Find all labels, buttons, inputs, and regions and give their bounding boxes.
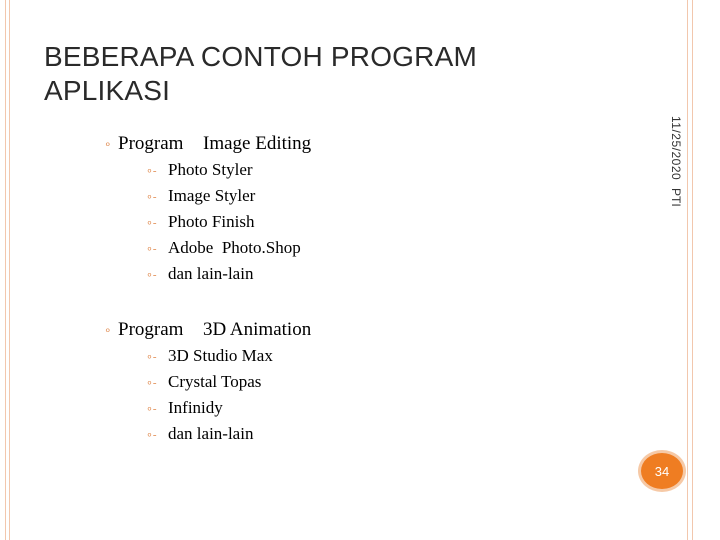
list-item (146, 209, 311, 235)
bullet-icon: ∘- (146, 190, 157, 203)
section-topic: 3D Animation (203, 319, 312, 340)
bullet-icon: ∘- (146, 350, 157, 363)
item-list (146, 343, 311, 447)
left-border-line (5, 0, 6, 540)
section-label: Program (118, 133, 184, 154)
bullet-icon: ∘- (146, 164, 157, 177)
bullet-icon: ∘- (146, 428, 157, 441)
left-border-line-inner (9, 0, 10, 540)
bullet-icon: ∘- (146, 268, 157, 281)
list-item (146, 157, 311, 183)
item-label: Adobe Photo.Shop (168, 238, 301, 257)
slide-title-line2: APLIKASI (44, 75, 171, 106)
item-label: Photo Styler (168, 160, 253, 179)
list-item (146, 235, 311, 261)
slide-title-line1: BEBERAPA CONTOH PROGRAM (44, 41, 477, 72)
list-item (146, 183, 311, 209)
item-label: dan lain-lain (168, 264, 254, 283)
item-label: Infinidy (168, 398, 223, 417)
item-list (146, 157, 311, 287)
section-heading (104, 131, 311, 157)
list-item (146, 421, 311, 447)
list-item (146, 395, 311, 421)
item-label: Crystal Topas (168, 372, 262, 391)
section-3d-animation (104, 317, 311, 447)
bullet-icon: ∘- (146, 376, 157, 389)
item-label: dan lain-lain (168, 424, 254, 443)
bullet-icon: ∘- (146, 216, 157, 229)
slide-title (44, 40, 604, 108)
section-topic: Image Editing (203, 133, 312, 154)
page-number-badge: 34 (638, 450, 686, 492)
slide-date: 11/25/2020 (669, 116, 683, 181)
bullet-icon: ∘- (146, 242, 157, 255)
list-item (146, 369, 311, 395)
right-border-line-inner (692, 0, 693, 540)
list-item (146, 261, 311, 287)
section-label: Program (118, 319, 184, 340)
bullet-icon: ∘ (104, 136, 112, 151)
section-heading (104, 317, 311, 343)
bullet-icon: ∘ (104, 322, 112, 337)
right-border-line (687, 0, 688, 540)
bullet-icon: ∘- (146, 402, 157, 415)
item-label: Image Styler (168, 186, 256, 205)
slide-footer: PTI (669, 188, 683, 207)
section-image-editing (104, 131, 311, 287)
item-label: Photo Finish (168, 212, 255, 231)
list-item (146, 343, 311, 369)
item-label: 3D Studio Max (168, 346, 273, 365)
